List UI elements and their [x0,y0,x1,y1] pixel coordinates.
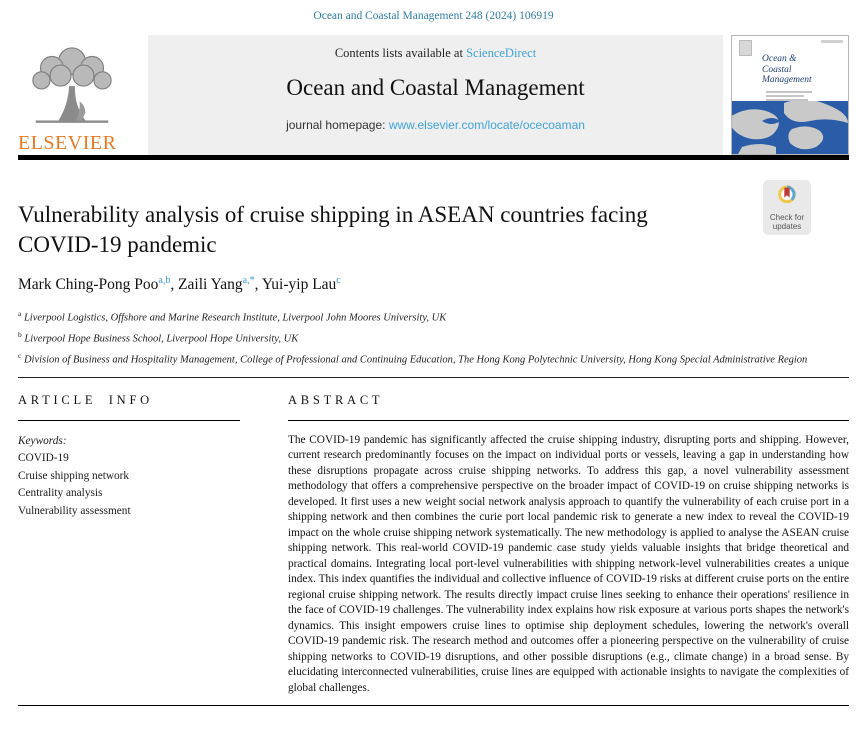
author: Zaili Yang$^{a,*}$ [178,275,255,294]
homepage-prefix: journal homepage: [286,118,389,132]
author-affil-sup: c [336,275,341,286]
article-header [18,160,849,369]
affiliation: $^a$ Liverpool Logistics, Offshore and Marine Research Institute, Liverpool John Moores University, UK [18,309,447,324]
info-abstract-columns [18,378,849,697]
author-separator: , [254,276,262,294]
affiliation-list [18,306,849,368]
homepage-line [148,118,723,132]
keyword: COVID-19 [18,452,69,465]
cover-title: Ocean & Coastal Management [762,54,812,85]
check-updates-icon [775,183,799,207]
article-info-column [18,378,240,697]
journal-citation: Ocean and Coastal Management 248 (2024) 106919 [313,10,554,22]
cover-issn-bar [821,40,843,43]
abstract-column [288,378,849,697]
affiliation: $^c$ Division of Business and Hospitality Management, College of Professional and Continuing Education, The Hong Kong Polytechnic University, Hong Kong Special Administrative Region [18,350,808,366]
keywords-label: Keywords: [18,434,67,447]
keyword: Vulnerability assessment [18,504,131,517]
journal-title: Ocean and Coastal Management [286,75,585,100]
article-title: Vulnerability analysis of cruise shipping in ASEAN countries facing COVID-19 pandemic [18,202,648,257]
abstract-header: ABSTRACT [288,378,849,421]
sciencedirect-link[interactable]: ScienceDirect [466,46,537,60]
check-updates-label: Check for updates [769,213,805,231]
contents-line [148,46,723,61]
page-bottom-rule [18,705,849,706]
keyword: Centrality analysis [18,487,103,500]
author-affil-sup: a,b [158,275,171,286]
elsevier-logo [18,35,140,155]
journal-cover-thumbnail[interactable] [731,35,849,155]
elsevier-tree-icon [24,46,120,130]
banner-center [148,35,723,155]
author-separator: , [170,276,179,294]
affiliation: $^b$ Liverpool Hope Business School, Liverpool Hope University, UK [18,329,299,345]
contents-prefix: Contents lists available at [334,46,467,60]
author: Mark Ching-Pong Poo$^{a,b}$ [18,275,171,294]
abstract-text: The COVID-19 pandemic has significantly affected the cruise shipping industry, disrupting ports and shipping. However, current research predominantly focuses on the impact on individual ports or vessels, leaving a gap in understanding how these disruptions propagate across cruise shipping networks. To address this gap, a novel vulnerability assessment methodology that offers a comprehensive perspective on the broader impact of COVID-19 on cruise shipping networks is developed. It first uses a new weight social network analysis approach to quantify the vulnerability of each cruise port in a shipping network and then combines the curie port local pandemic risk to generate a new index to reveal the COVID-19 impact on the whole cruise shipping network systematically. The new methodology is applied to analyse the ASEAN cruise shipping network. This real-world COVID-19 pandemic case study yields valuable insights that bridge theoretical and practical domains. Integrating local port-level vulnerabilities with shipping network-level vulnerabilities creates a unique index. This index quantifies the individual and collective influence of COVID-19 risks at different cruise ports on the entire regional cruise shipping network. The results directly impact cruise lines seeking to enhance their operations' resilience in the face of COVID-19 challenges. The vulnerability index explains how risk exposure at various ports shapes the network's dynamics. This insight empowers cruise lines to optimise ship deployment schedules, lowering the network's overall COVID-19 pandemic risk. The research method and outcomes offer a pioneering perspective on the vulnerability of cruise shipping networks to COVID-19 disruptions, and other possible disruptions (e.g., climate change) in a broad sense. By elucidating interconnected vulnerabilities, cruise lines are equipped with actionable insights to navigate the complexities of global challenges. [288,433,849,694]
article-info-header: ARTICLE INFO [18,378,240,421]
author-affil-sup: a,* [242,275,255,286]
homepage-link[interactable]: www.elsevier.com/locate/ocecoaman [388,118,585,132]
keyword: Cruise shipping network [18,469,130,482]
journal-cover-globe-icon [732,101,848,154]
author: Yui-yip Lau$^c$ [261,275,341,294]
keywords-block [18,433,240,521]
elsevier-wordmark: ELSEVIER [18,132,117,154]
author-list [18,275,849,294]
journal-banner [18,35,849,155]
cover-stamp-icon [739,40,752,56]
check-for-updates-badge[interactable] [763,180,811,235]
